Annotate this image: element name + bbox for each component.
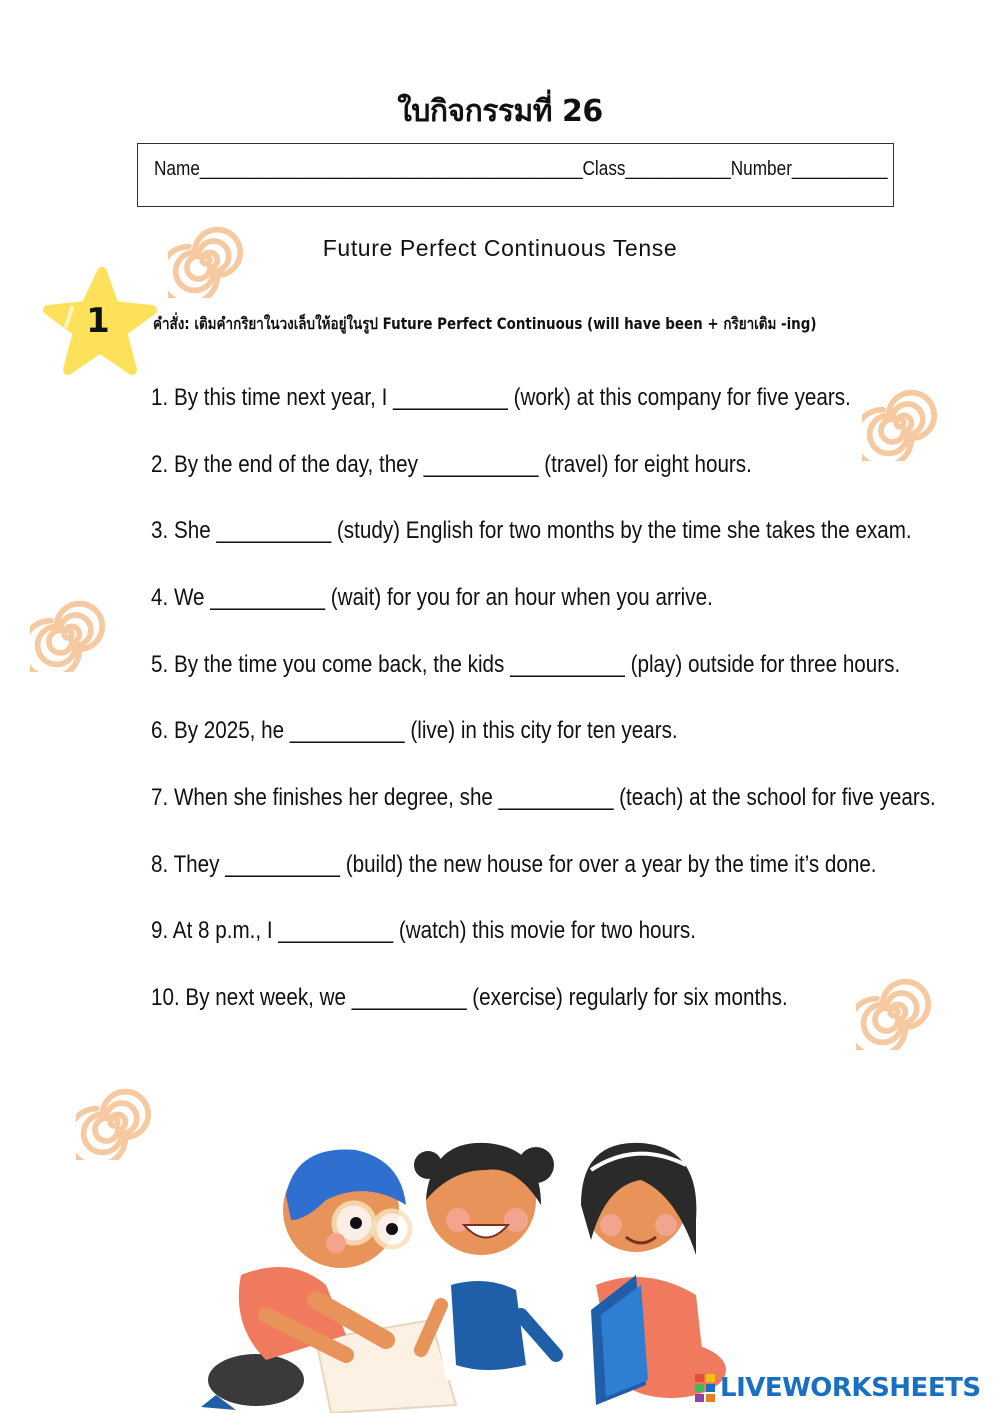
- star-number-badge: [42, 266, 158, 376]
- question-7: 7. When she finishes her degree, she __________ (teach) at the school for five years.: [151, 784, 936, 811]
- spiral-decoration-icon: [862, 385, 938, 461]
- spiral-decoration-icon: [856, 974, 932, 1050]
- question-5: 5. By the time you come back, the kids __________ (play) outside for three hours.: [151, 651, 901, 678]
- question-1: 1. By this time next year, I __________ (work) at this company for five years.: [151, 384, 851, 411]
- worksheet-title: ใบกิจกรรมที่ 26: [397, 94, 603, 129]
- question-4: 4. We __________ (wait) for you for an hour when you arrive.: [151, 584, 713, 611]
- instruction-text: คำสั่ง: เติมคำกริยาในวงเล็บให้อยู่ในรูป Future Perfect Continuous (will have been + กริยาเติม -ing): [153, 314, 817, 333]
- question-8: 8. They __________ (build) the new house for over a year by the time it’s done.: [151, 851, 877, 878]
- liveworksheets-logo-icon: [695, 1374, 717, 1402]
- spiral-decoration-icon: [76, 1084, 152, 1160]
- question-9: 9. At 8 p.m., I __________ (watch) this movie for two hours.: [151, 917, 696, 944]
- question-10: 10. By next week, we __________ (exercise) regularly for six months.: [151, 984, 788, 1011]
- liveworksheets-brand: [695, 1370, 981, 1406]
- student-info-line: Name________________________________________Class___________Number__________: [154, 158, 888, 180]
- tense-subtitle: Future Perfect Continuous Tense: [322, 235, 678, 261]
- student-info-box: [137, 143, 894, 207]
- question-2: 2. By the end of the day, they __________ (travel) for eight hours.: [151, 451, 752, 478]
- spiral-decoration-icon: [30, 596, 106, 672]
- question-3: 3. She __________ (study) English for two months by the time she takes the exam.: [151, 517, 912, 544]
- children-illustration: [196, 1125, 756, 1413]
- question-6: 6. By 2025, he __________ (live) in this city for ten years.: [151, 717, 678, 744]
- section-number: 1: [86, 301, 110, 341]
- brand-name: LIVEWORKSHEETS: [720, 1373, 981, 1403]
